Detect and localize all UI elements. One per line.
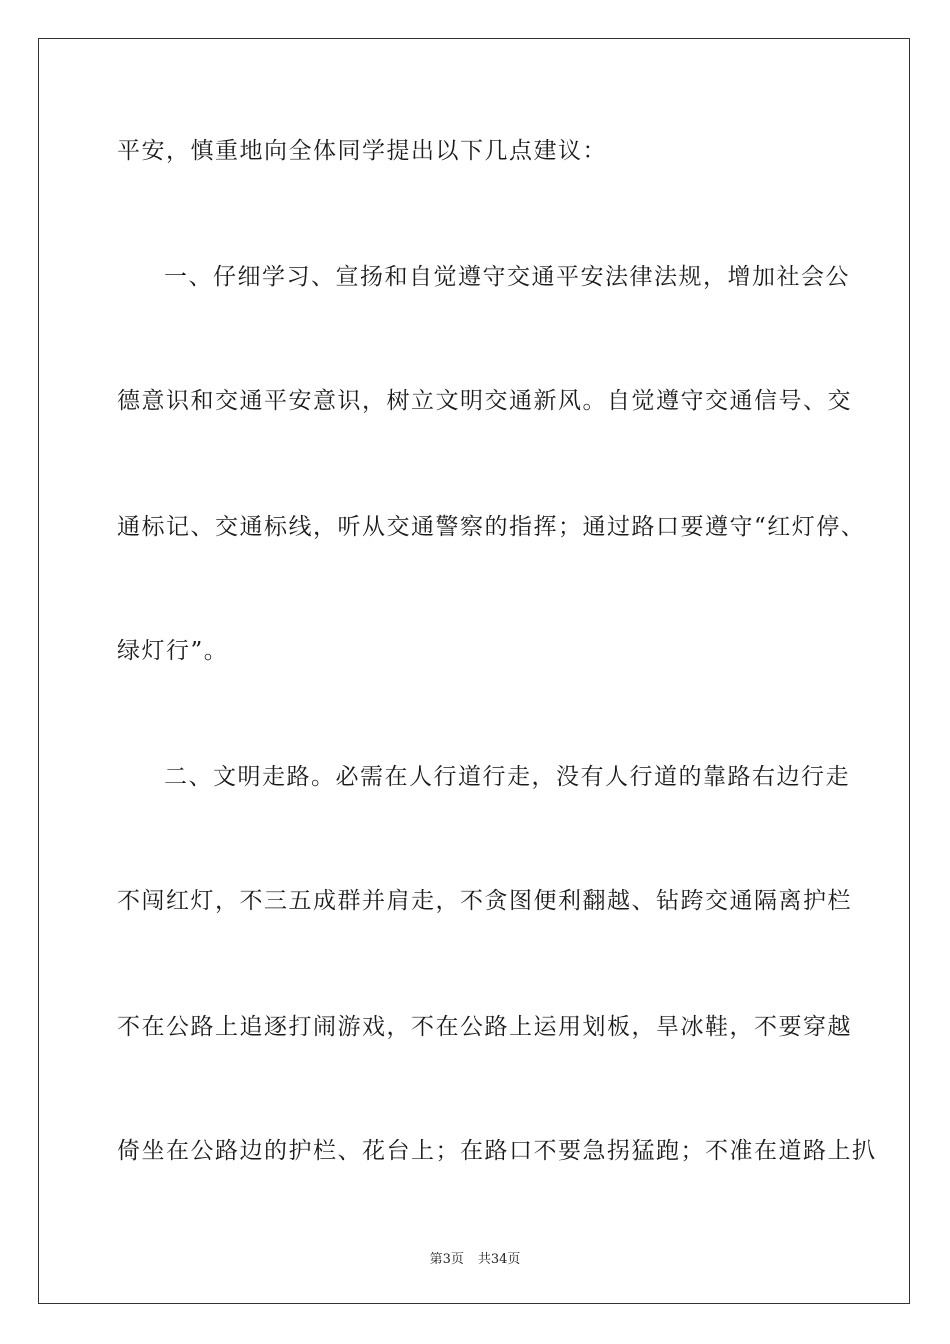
- text-line-6: 二、文明走路。必需在人行道行走，没有人行道的靠路右边行走: [164, 764, 850, 790]
- text-line-4: 通标记、交通标线，听从交通警察的指挥；通过路口要遵守“红灯停、: [117, 514, 866, 540]
- page-border: [38, 38, 910, 1304]
- text-line-5: 绿灯行”。: [117, 638, 229, 664]
- text-line-7: 不闯红灯，不三五成群并肩走，不贪图便利翻越、钻跨交通隔离护栏: [117, 888, 852, 914]
- total-pages: 共34页: [477, 1252, 521, 1267]
- text-line-9: 倚坐在公路边的护栏、花台上；在路口不要急拐猛跑；不准在道路上扒: [117, 1138, 877, 1164]
- page-number: 第3页: [429, 1252, 464, 1267]
- page-footer: [0, 1248, 950, 1267]
- text-line-1: 平安，慎重地向全体同学提出以下几点建议：: [117, 138, 607, 164]
- text-line-8: 不在公路上追逐打闹游戏，不在公路上运用划板，旱冰鞋，不要穿越: [117, 1014, 852, 1040]
- text-line-2: 一、仔细学习、宣扬和自觉遵守交通平安法律法规，增加社会公: [164, 264, 850, 290]
- text-line-3: 德意识和交通平安意识，树立文明交通新风。自觉遵守交通信号、交: [117, 388, 852, 414]
